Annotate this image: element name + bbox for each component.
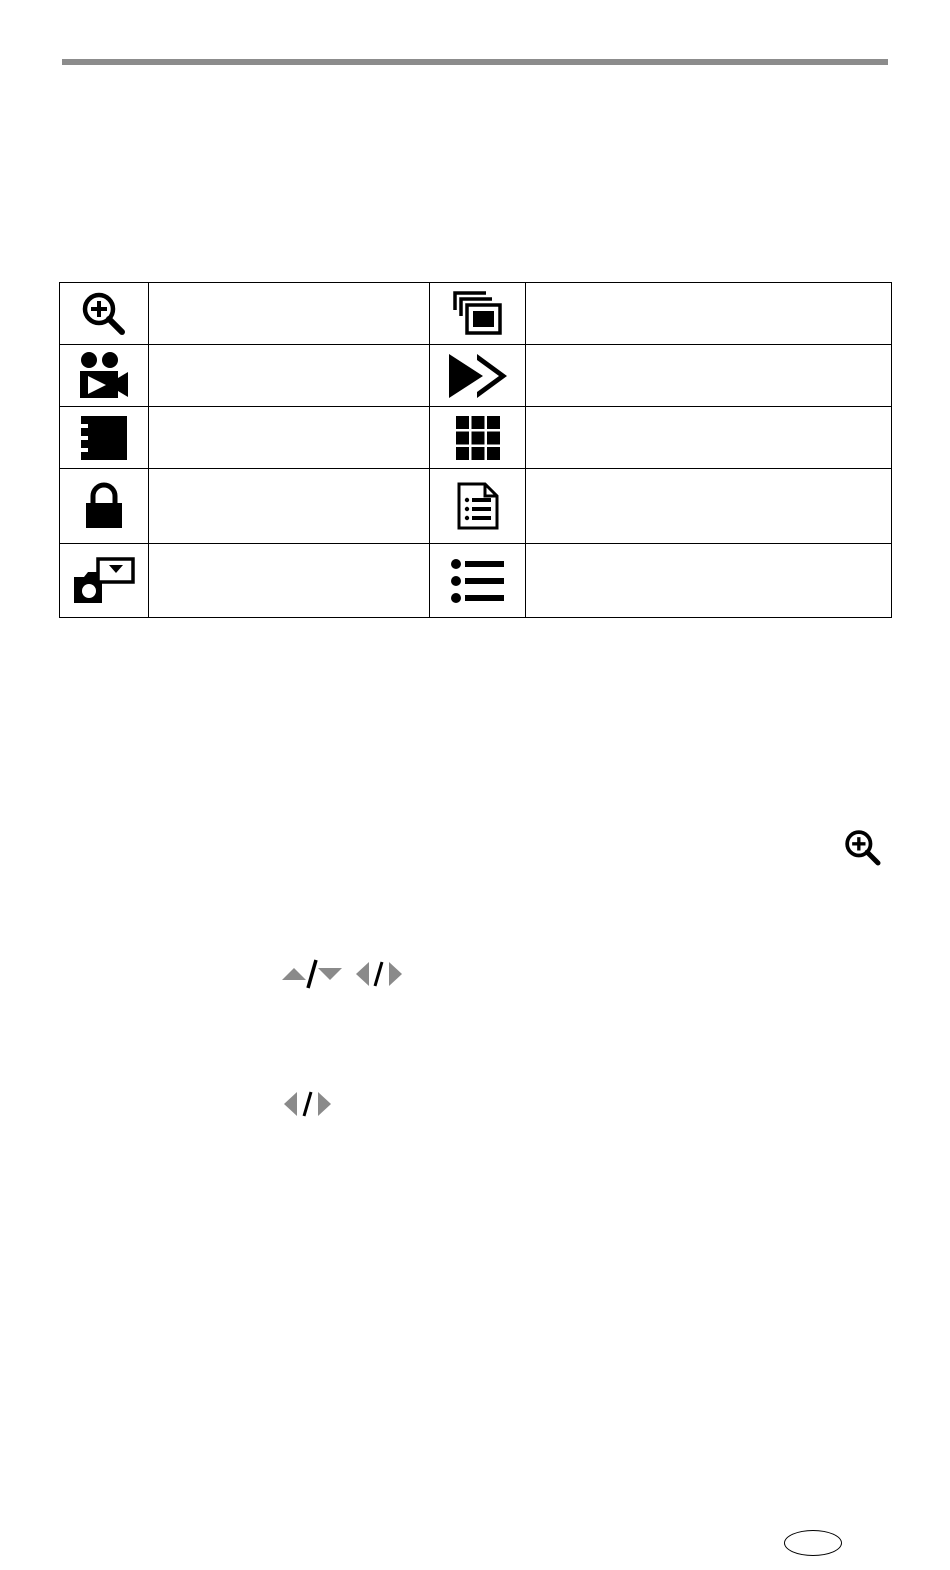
icon-cell (60, 283, 149, 345)
icon-description (149, 407, 430, 469)
icon-cell (60, 544, 149, 618)
icon-cell (60, 345, 149, 407)
table-row (60, 283, 892, 345)
left-right-arrows-icon (282, 1088, 334, 1120)
icon-cell (430, 345, 526, 407)
icon-cell (430, 469, 526, 544)
icon-description (526, 407, 892, 469)
icon-cell (60, 407, 149, 469)
icon-cell (60, 469, 149, 544)
multiple-images-icon (452, 290, 504, 338)
page-number-badge (784, 1530, 842, 1556)
lock-icon (84, 482, 124, 530)
icon-description (149, 283, 430, 345)
icon-description (149, 345, 430, 407)
up-down-left-right-arrows-icon (280, 956, 406, 992)
magnify-plus-icon (843, 828, 883, 868)
table-row (60, 544, 892, 618)
icon-description (526, 544, 892, 618)
menu-list-icon (450, 557, 506, 605)
table-row (60, 407, 892, 469)
fast-forward-icon (447, 352, 509, 400)
memory-card-icon (79, 414, 129, 462)
thumbnail-grid-icon (454, 414, 502, 462)
icon-description (526, 345, 892, 407)
icon-description (526, 283, 892, 345)
table-row (60, 345, 892, 407)
video-camera-icon (78, 351, 130, 401)
icon-description (526, 469, 892, 544)
magnify-plus-icon (80, 290, 128, 338)
icon-cell (430, 544, 526, 618)
camera-transfer-icon (72, 557, 136, 605)
icon-description (149, 469, 430, 544)
header-rule (62, 59, 888, 65)
icon-description (149, 544, 430, 618)
info-document-icon (457, 482, 499, 530)
icon-cell (430, 283, 526, 345)
icon-cell (430, 407, 526, 469)
table-row (60, 469, 892, 544)
icon-reference-table (59, 282, 892, 618)
